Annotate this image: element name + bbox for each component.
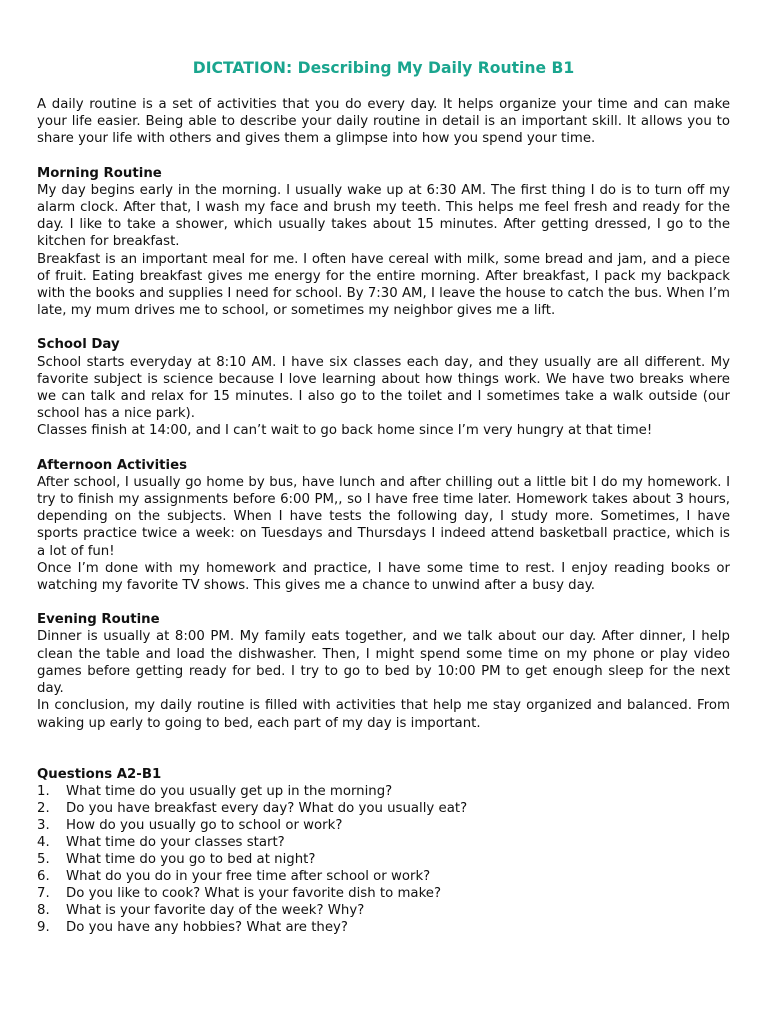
question-text: Do you have any hobbies? What are they? (66, 919, 348, 935)
section-paragraph: Breakfast is an important meal for me. I often have cereal with milk, some bread and jam, and a piece of fruit. Eating breakfast gives me energy for the entire morning. After breakfast, I pack my backpack with the books and supplies I need for school. By 7:30 AM, I leave the house to catch the bus. When I’m late, my mum drives me to school, or sometimes my neighbor gives me a lift. (37, 251, 730, 319)
question-text: What is your favorite day of the week? Why? (66, 902, 365, 918)
section-school-day (37, 336, 730, 439)
section-paragraph: My day begins early in the morning. I usually wake up at 6:30 AM. The first thing I do is to turn off my alarm clock. After that, I wash my face and brush my teeth. This helps me feel fresh and ready for the day. I like to take a shower, which usually takes about 15 minutes. After getting dressed, I go to the kitchen for breakfast. (37, 182, 730, 250)
section-heading: Morning Routine (37, 165, 162, 181)
question-number: 1. (37, 783, 50, 799)
question-number: 9. (37, 919, 50, 935)
questions-list (37, 783, 730, 936)
question-item (37, 868, 730, 885)
section-paragraph: Dinner is usually at 8:00 PM. My family eats together, and we talk about our day. After dinner, I help clean the table and load the dishwasher. Then, I might spend some time on my phone or play video games before getting ready for bed. I try to go to bed by 10:00 PM to get enough sleep for the next day. (37, 629, 730, 697)
question-text: How do you usually go to school or work? (66, 817, 343, 833)
question-item (37, 919, 730, 936)
question-number: 3. (37, 817, 50, 833)
question-number: 4. (37, 834, 50, 850)
section-morning-routine (37, 165, 730, 320)
question-text: What time do your classes start? (66, 834, 285, 850)
section-heading: Afternoon Activities (37, 457, 187, 473)
section-evening-routine (37, 611, 730, 731)
page-title: DICTATION: Describing My Daily Routine B1 (192, 59, 575, 77)
question-text: Do you like to cook? What is your favorite dish to make? (66, 885, 442, 901)
question-item (37, 800, 730, 817)
intro-paragraph: A daily routine is a set of activities that you do every day. It helps organize your time and can make your life easier. Being able to describe your daily routine in detail is an important skill. It allows you to share your life with others and gives them a glimpse into how you spend your time. (37, 97, 730, 147)
section-heading: School Day (37, 337, 120, 353)
question-item (37, 902, 730, 919)
question-number: 7. (37, 885, 50, 901)
section-paragraph: After school, I usually go home by bus, have lunch and after chilling out a little bit I do my homework. I try to finish my assignments before 6:00 PM,, so I have free time later. Homework takes about 3 hours, depending on the subjects. When I have tests the following day, I study more. Sometimes, I have sports practice twice a week: on Tuesdays and Thursdays I indeed attend basketball practice, which is a lot of fun! (37, 474, 730, 559)
question-item (37, 885, 730, 902)
section-paragraph: In conclusion, my daily routine is filled with activities that help me stay organized and balanced. From waking up early to going to bed, each part of my day is important. (37, 698, 730, 731)
question-text: What do you do in your free time after school or work? (66, 868, 431, 884)
questions-section (37, 766, 730, 936)
question-text: What time do you usually get up in the morning? (66, 783, 393, 799)
question-item (37, 851, 730, 868)
section-paragraph: Once I’m done with my homework and practice, I have some time to rest. I enjoy reading books or watching my favorite TV shows. This gives me a chance to unwind after a busy day. (37, 560, 730, 594)
section-paragraph: School starts everyday at 8:10 AM. I have six classes each day, and they usually are all different. My favorite subject is science because I love learning about how things work. We have two breaks where we can talk and relax for 15 minutes. I also go to the toilet and I sometimes take a walk outside (our school has a nice park). (37, 354, 730, 422)
section-heading: Evening Routine (37, 612, 160, 628)
question-item (37, 834, 730, 851)
section-afternoon-activities (37, 457, 730, 595)
section-paragraph: Classes finish at 14:00, and I can’t wait to go back home since I’m very hungry at that time! (37, 423, 653, 439)
question-text: What time do you go to bed at night? (66, 851, 316, 867)
questions-heading: Questions A2-B1 (37, 766, 162, 782)
question-text: Do you have breakfast every day? What do you usually eat? (66, 800, 468, 816)
question-number: 2. (37, 800, 50, 816)
question-number: 8. (37, 902, 50, 918)
question-number: 5. (37, 851, 50, 867)
question-item (37, 783, 730, 800)
question-item (37, 817, 730, 834)
question-number: 6. (37, 868, 50, 884)
